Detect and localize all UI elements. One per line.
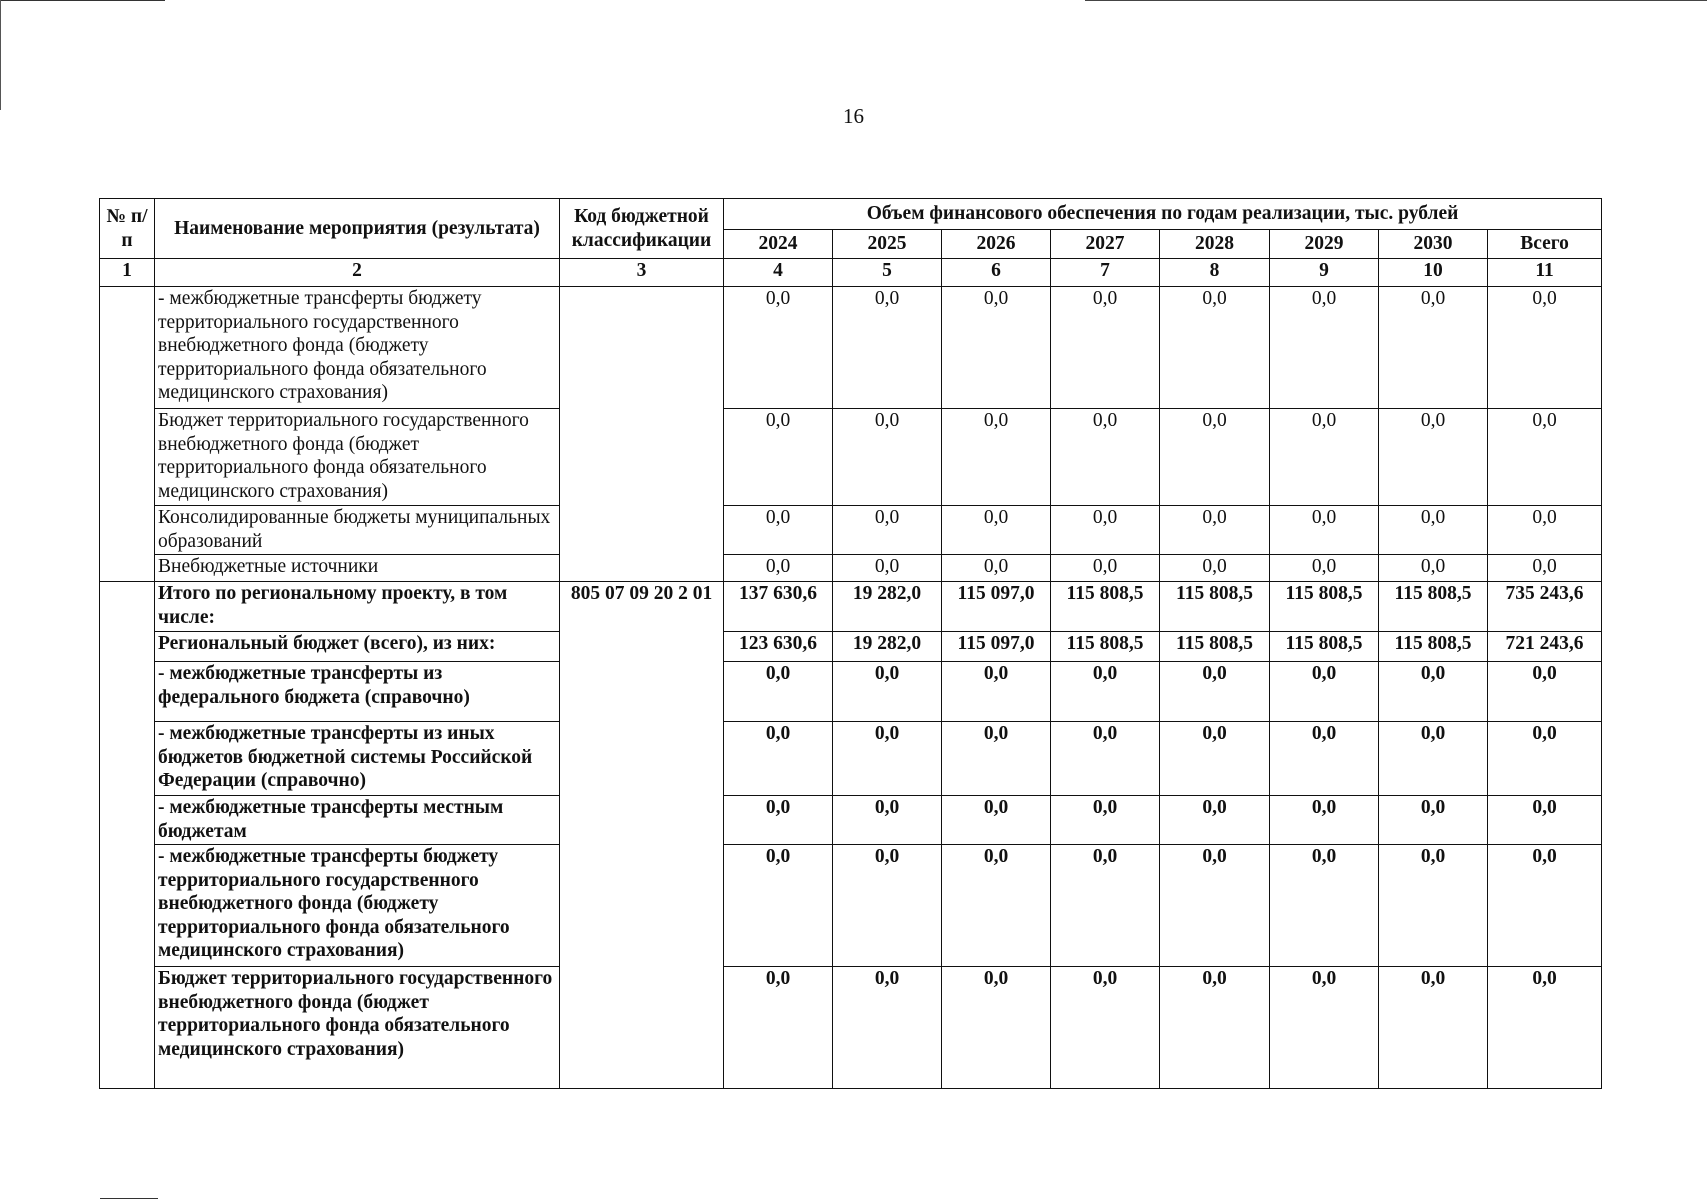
header-code: Код бюджетной классификации (560, 199, 724, 259)
cell-value: 0,0 (942, 967, 1051, 1089)
cell-value: 0,0 (1051, 506, 1160, 555)
cell-value: 0,0 (1270, 287, 1379, 409)
cell-value: 0,0 (1488, 662, 1602, 722)
row-name: Итого по региональному проекту, в том числе: (155, 582, 560, 632)
cell-value: 0,0 (942, 555, 1051, 582)
row-name: - межбюджетные трансферты из федерального бюджета (справочно) (155, 662, 560, 722)
cell-value: 0,0 (1270, 409, 1379, 506)
cell-value: 0,0 (942, 506, 1051, 555)
column-number: 7 (1051, 259, 1160, 287)
column-number: 6 (942, 259, 1051, 287)
cell-value: 0,0 (833, 967, 942, 1089)
cell-value: 0,0 (1051, 967, 1160, 1089)
cell-value: 0,0 (1379, 409, 1488, 506)
cell-value: 0,0 (724, 967, 833, 1089)
scan-edge-line (1085, 0, 1707, 1)
row-name: - межбюджетные трансферты бюджету территориального государственного внебюджетного фонда (бюджету территориального фонда обязательного медицинского страхования) (155, 845, 560, 967)
row-name: Консолидированные бюджеты муниципальных образований (155, 506, 560, 555)
row-name: - межбюджетные трансферты из иных бюджетов бюджетной системы Российской Федерации (справочно) (155, 722, 560, 796)
row-number-cell (100, 582, 155, 1089)
cell-value: 0,0 (1488, 722, 1602, 796)
column-number: 11 (1488, 259, 1602, 287)
cell-value: 0,0 (942, 409, 1051, 506)
page-number: 16 (843, 104, 864, 128)
column-number: 4 (724, 259, 833, 287)
cell-value: 0,0 (1051, 662, 1160, 722)
cell-value: 0,0 (1379, 796, 1488, 845)
cell-value: 0,0 (1160, 722, 1270, 796)
table-row (100, 796, 1602, 845)
table-row (100, 632, 1602, 662)
cell-value: 0,0 (1379, 722, 1488, 796)
cell-value: 0,0 (942, 845, 1051, 967)
header-year: 2030 (1379, 230, 1488, 259)
cell-value: 115 808,5 (1160, 582, 1270, 632)
cell-value: 123 630,6 (724, 632, 833, 662)
cell-value: 0,0 (1051, 287, 1160, 409)
cell-value: 0,0 (942, 722, 1051, 796)
header-no: № п/п (100, 199, 155, 259)
cell-value: 137 630,6 (724, 582, 833, 632)
column-number: 2 (155, 259, 560, 287)
cell-value: 0,0 (1379, 967, 1488, 1089)
column-number: 3 (560, 259, 724, 287)
cell-value: 0,0 (1270, 555, 1379, 582)
cell-value: 0,0 (833, 722, 942, 796)
cell-value: 115 808,5 (1051, 582, 1160, 632)
cell-value: 0,0 (1051, 409, 1160, 506)
cell-value: 0,0 (1488, 967, 1602, 1089)
table-row (100, 967, 1602, 1089)
cell-value: 0,0 (724, 722, 833, 796)
cell-value: 735 243,6 (1488, 582, 1602, 632)
table-row (100, 845, 1602, 967)
cell-value: 0,0 (1379, 555, 1488, 582)
cell-value: 0,0 (1488, 845, 1602, 967)
cell-value: 0,0 (1379, 662, 1488, 722)
row-name: Внебюджетные источники (155, 555, 560, 582)
cell-value: 0,0 (724, 287, 833, 409)
table-row (100, 662, 1602, 722)
cell-value: 0,0 (1051, 796, 1160, 845)
cell-value: 0,0 (1270, 506, 1379, 555)
cell-value: 0,0 (833, 845, 942, 967)
cell-value: 115 097,0 (942, 582, 1051, 632)
cell-value: 0,0 (724, 845, 833, 967)
row-name: Региональный бюджет (всего), из них: (155, 632, 560, 662)
financing-table (99, 198, 1602, 1089)
header-year: 2028 (1160, 230, 1270, 259)
cell-value: 0,0 (724, 506, 833, 555)
cell-value: 0,0 (1270, 845, 1379, 967)
code-cell (560, 287, 724, 582)
table-row (100, 555, 1602, 582)
cell-value: 0,0 (1051, 722, 1160, 796)
cell-value: 0,0 (1488, 555, 1602, 582)
cell-value: 115 808,5 (1270, 582, 1379, 632)
cell-value: 0,0 (942, 287, 1051, 409)
cell-value: 0,0 (833, 287, 942, 409)
column-number: 9 (1270, 259, 1379, 287)
cell-value: 19 282,0 (833, 582, 942, 632)
cell-value: 0,0 (1488, 796, 1602, 845)
cell-value: 0,0 (942, 796, 1051, 845)
column-number: 8 (1160, 259, 1270, 287)
cell-value: 0,0 (833, 506, 942, 555)
header-year: 2024 (724, 230, 833, 259)
budget-code: 805 07 09 20 2 01 (560, 582, 724, 1089)
column-number: 10 (1379, 259, 1488, 287)
row-name: Бюджет территориального государственного внебюджетного фонда (бюджет территориального фонда обязательного медицинского страхования) (155, 967, 560, 1089)
row-name: Бюджет территориального государственного внебюджетного фонда (бюджет территориального фонда обязательного медицинского страхования) (155, 409, 560, 506)
cell-value: 115 808,5 (1160, 632, 1270, 662)
cell-value: 0,0 (833, 662, 942, 722)
cell-value: 0,0 (1270, 722, 1379, 796)
cell-value: 0,0 (724, 662, 833, 722)
cell-value: 0,0 (833, 796, 942, 845)
row-number-cell (100, 287, 155, 582)
table-row (100, 582, 1602, 632)
table-row (100, 409, 1602, 506)
header-name: Наименование мероприятия (результата) (155, 199, 560, 259)
cell-value: 115 808,5 (1379, 582, 1488, 632)
row-name: - межбюджетные трансферты бюджету территориального государственного внебюджетного фонда (бюджету территориального фонда обязательного медицинского страхования) (155, 287, 560, 409)
cell-value: 0,0 (1379, 287, 1488, 409)
cell-value: 0,0 (1160, 845, 1270, 967)
cell-value: 721 243,6 (1488, 632, 1602, 662)
row-name: - межбюджетные трансферты местным бюджетам (155, 796, 560, 845)
cell-value: 0,0 (1160, 967, 1270, 1089)
scan-edge-line (0, 0, 1, 110)
cell-value: 0,0 (1379, 506, 1488, 555)
cell-value: 0,0 (724, 555, 833, 582)
table-row (100, 506, 1602, 555)
cell-value: 0,0 (1160, 555, 1270, 582)
header-funding: Объем финансового обеспечения по годам реализации, тыс. рублей (724, 199, 1602, 230)
cell-value: 0,0 (1488, 409, 1602, 506)
cell-value: 0,0 (724, 409, 833, 506)
cell-value: 115 097,0 (942, 632, 1051, 662)
header-year: 2029 (1270, 230, 1379, 259)
column-number: 1 (100, 259, 155, 287)
header-year: 2026 (942, 230, 1051, 259)
cell-value: 0,0 (1270, 967, 1379, 1089)
cell-value: 0,0 (833, 555, 942, 582)
cell-value: 0,0 (1160, 409, 1270, 506)
cell-value: 0,0 (1379, 845, 1488, 967)
cell-value: 0,0 (724, 796, 833, 845)
scan-edge-line (100, 1198, 158, 1199)
header-year: 2027 (1051, 230, 1160, 259)
column-number: 5 (833, 259, 942, 287)
cell-value: 0,0 (1270, 796, 1379, 845)
table-row (100, 722, 1602, 796)
cell-value: 115 808,5 (1051, 632, 1160, 662)
cell-value: 0,0 (1051, 845, 1160, 967)
cell-value: 19 282,0 (833, 632, 942, 662)
cell-value: 0,0 (1270, 662, 1379, 722)
cell-value: 0,0 (1160, 287, 1270, 409)
header-total: Всего (1488, 230, 1602, 259)
cell-value: 115 808,5 (1270, 632, 1379, 662)
scan-edge-line (0, 0, 165, 1)
cell-value: 115 808,5 (1379, 632, 1488, 662)
header-year: 2025 (833, 230, 942, 259)
table-row (100, 287, 1602, 409)
cell-value: 0,0 (1051, 555, 1160, 582)
cell-value: 0,0 (1160, 662, 1270, 722)
cell-value: 0,0 (1160, 506, 1270, 555)
cell-value: 0,0 (1488, 506, 1602, 555)
cell-value: 0,0 (942, 662, 1051, 722)
cell-value: 0,0 (1488, 287, 1602, 409)
cell-value: 0,0 (833, 409, 942, 506)
cell-value: 0,0 (1160, 796, 1270, 845)
